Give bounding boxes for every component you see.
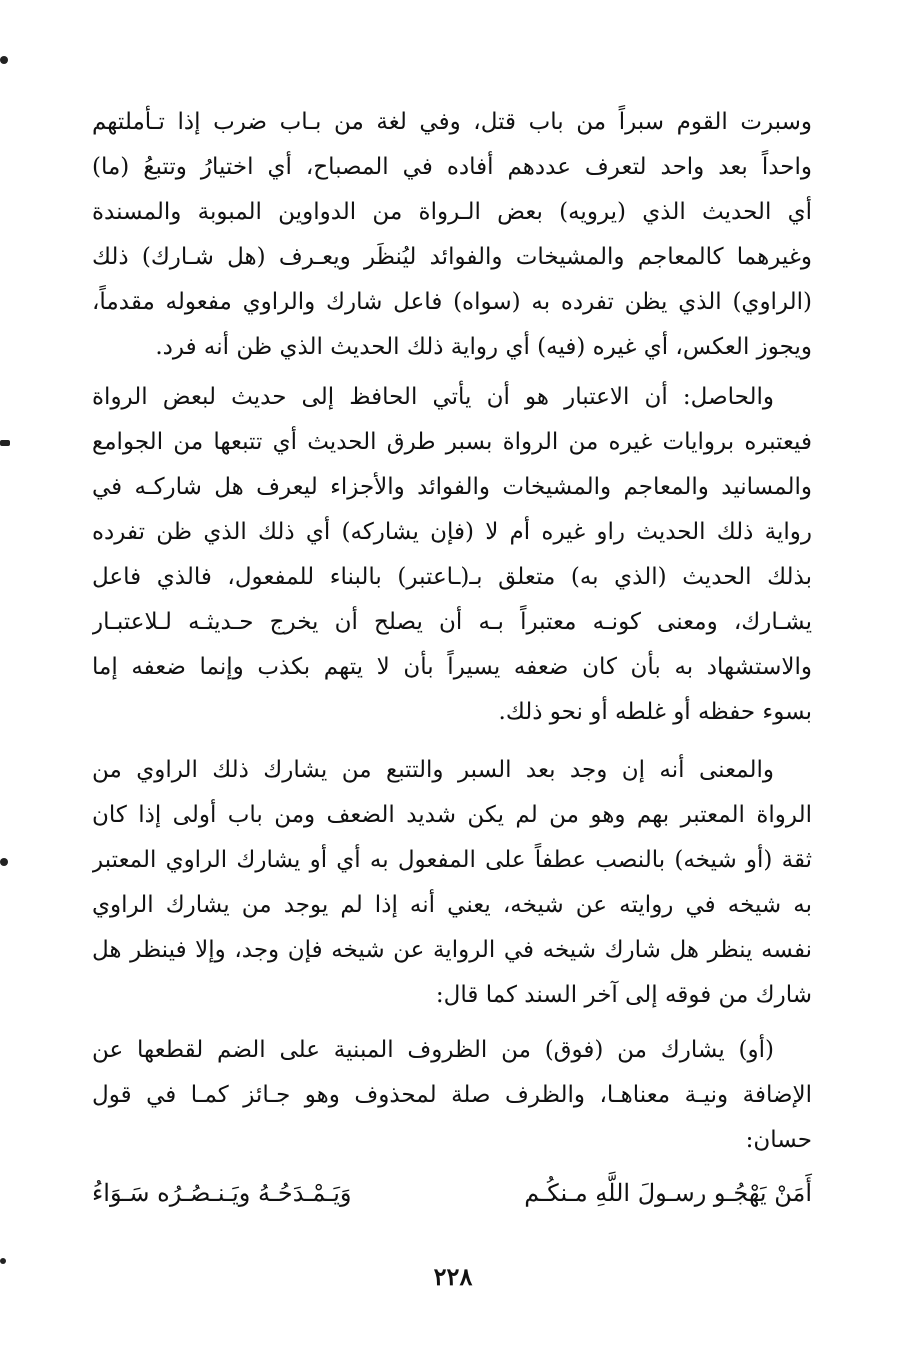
text-line: الرواة المعتبر بهم وهو من لم يكن شديد الضعف ومن باب أولى إذا كان xyxy=(92,802,812,828)
paragraph-2 xyxy=(92,375,812,735)
verse-second-hemistich: وَيَـمْـدَحُـهُ ويَـنـصُـرُه سَـوَاءُ xyxy=(92,1179,352,1207)
paragraph-1 xyxy=(92,100,812,370)
page-number: ٢٢٨ xyxy=(433,1262,473,1291)
text-line: (الراوي) الذي يظن تفرده به (سواه) فاعل شارك والراوي مفعوله مقدماً، xyxy=(92,289,812,315)
text-line: والاستشهاد به بأن كان ضعفه يسيراً بأن لا يتهم بكذب وإنما ضعفه إما xyxy=(92,654,812,680)
text-line: به شيخه في روايته عن شيخه، يعني أنه إذا لم يوجد من يشارك الراوي xyxy=(92,892,812,918)
text-line: شارك من فوقه إلى آخر السند كما قال: xyxy=(435,982,812,1008)
text-line: بذلك الحديث (الذي به) متعلق بـ(ـاعتبر) بالبناء للمفعول، فالذي فاعل xyxy=(92,564,812,590)
text-line: وغيرهما كالمعاجم والمشيخات والفوائد ليُنظَر ويعـرف (هل شـارك) ذلك xyxy=(92,244,812,270)
text-line: حسان: xyxy=(745,1127,812,1153)
margin-dot xyxy=(0,56,8,64)
text-line: أي الحديث الذي (يرويه) بعض الـرواة من الدواوين المبوبة والمسندة xyxy=(92,199,812,225)
paragraph-3 xyxy=(92,748,812,1018)
paragraph-4 xyxy=(92,1028,812,1163)
poetry-verse xyxy=(92,1168,812,1218)
text-line: فيعتبره بروايات غيره من الرواة بسبر طرق الحديث أي تتبعها من الجوامع xyxy=(92,429,812,455)
text-line: ثقة (أو شيخه) بالنصب عطفاً على المفعول به أي أو يشارك الراوي المعتبر xyxy=(92,847,812,873)
text-line: واحداً بعد واحد لتعرف عددهم أفاده في المصباح، أي اختيارُ وتتبعُ (ما) xyxy=(92,154,812,180)
verse-first-hemistich: أَمَنْ يَهْجُـو رسـولَ اللَّهِ مـنكُـم xyxy=(524,1179,812,1207)
margin-dot xyxy=(0,858,8,866)
text-line: يشـارك، ومعنى كونـه معتبراً بـه أن يصلح أن يخرج حـديثـه لـلاعتبـار xyxy=(92,609,812,635)
text-line: الإضافة ونيـة معناهـا، والظرف صلة لمحذوف وهو جـائز كمـا في قول xyxy=(92,1082,812,1108)
text-line: رواية ذلك الحديث راو غيره أم لا (فإن يشاركه) أي ذلك الذي ظن تفرده xyxy=(92,519,812,545)
margin-dot xyxy=(0,1258,6,1264)
text-line: ويجوز العكس، أي غيره (فيه) أي رواية ذلك الحديث الذي ظن أنه فرد. xyxy=(155,334,812,360)
text-line: بسوء حفظه أو غلطه أو نحو ذلك. xyxy=(498,699,812,725)
text-line: والحاصل: أن الاعتبار هو أن يأتي الحافظ إلى حديث لبعض الرواة xyxy=(92,384,774,410)
text-line: نفسه ينظر هل شارك شيخه في الرواية عن شيخه فإن وجد، وإلا فينظر هل xyxy=(92,937,812,963)
text-line: والمعنى أنه إن وجد بعد السبر والتتبع من يشارك ذلك الراوي من xyxy=(92,757,774,783)
text-line: (أو) يشارك من (فوق) من الظروف المبنية على الضم لقطعها عن xyxy=(92,1037,774,1063)
text-line: وسبرت القوم سبراً من باب قتل، وفي لغة من بـاب ضرب إذا تـأملتهم xyxy=(92,109,812,135)
text-line: والمسانيد والمعاجم والمشيخات والفوائد والأجزاء ليعرف هل شاركـه في xyxy=(92,474,812,500)
margin-dot xyxy=(0,440,10,446)
